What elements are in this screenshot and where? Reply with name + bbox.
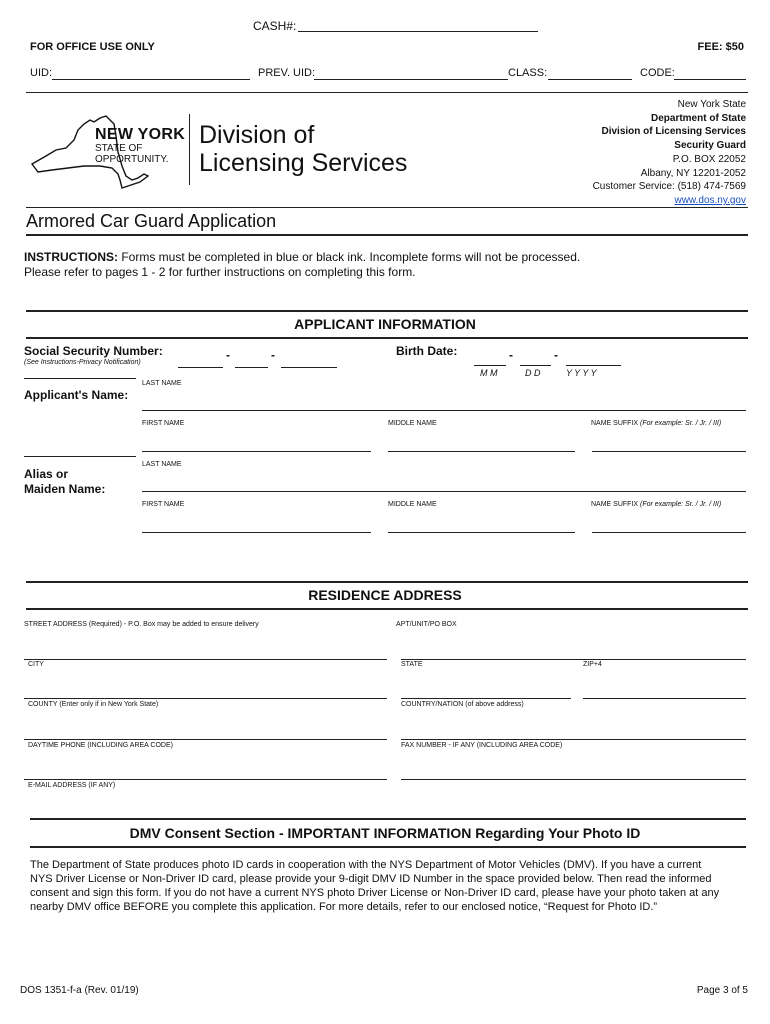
header-divider (26, 92, 748, 93)
class-label: CLASS: (508, 67, 548, 79)
birth-year-field[interactable] (566, 365, 621, 366)
city-field[interactable] (24, 698, 387, 699)
ssn-field-1[interactable] (178, 367, 223, 368)
applicant-last-name-field[interactable] (142, 410, 746, 411)
ny-logo-line3: OPPORTUNITY. (95, 154, 169, 165)
page-title: Armored Car Guard Application (26, 211, 277, 231)
class-field[interactable] (548, 79, 632, 80)
applicant-top-rule (26, 310, 748, 312)
country-field[interactable] (401, 739, 746, 740)
first-name-label: FIRST NAME (142, 420, 185, 427)
state-label: STATE (401, 661, 423, 668)
dmv-heading: DMV Consent Section - IMPORTANT INFORMATION Regarding Your Photo ID (129, 825, 641, 841)
code-field[interactable] (674, 79, 746, 80)
residence-top-rule (26, 581, 748, 583)
ssn-dash-1: - (226, 348, 230, 362)
alias-suffix-field[interactable] (592, 532, 746, 533)
division-title-line1: Division of (199, 121, 315, 149)
address-line-4: Security Guard (674, 140, 746, 152)
email-label: E-MAIL ADDRESS (IF ANY) (28, 782, 116, 789)
dmv-top-rule (30, 818, 746, 820)
apt-label: APT/UNIT/PO BOX (396, 621, 457, 628)
birth-dash-1: - (509, 348, 513, 362)
form-id: DOS 1351-f-a (Rev. 01/19) (20, 985, 139, 996)
suffix-label: NAME SUFFIX (For example: Sr. / Jr. / III) (591, 420, 722, 427)
division-title-line2: Licensing Services (199, 149, 408, 177)
address-line-3: Division of Licensing Services (601, 126, 746, 138)
agency-address (486, 98, 746, 208)
title-top-rule (26, 207, 748, 208)
applicant-heading: APPLICANT INFORMATION (294, 316, 476, 332)
ny-logo-line2: STATE OF (95, 143, 143, 154)
alias-rule (24, 456, 136, 457)
instructions-text-1: Forms must be completed in blue or black ink. Incomplete forms will not be processed. (118, 250, 581, 264)
alias-label: Alias or Maiden Name: (24, 467, 106, 496)
title-bottom-rule (26, 234, 748, 236)
birth-date-label: Birth Date: (396, 344, 458, 358)
code-label: CODE: (640, 67, 675, 79)
mm-label: M M (480, 368, 498, 378)
address-line-1: New York State (677, 99, 746, 110)
applicant-name-rule (24, 378, 136, 379)
page-number: Page 3 of 5 (696, 985, 748, 996)
ssn-label: Social Security Number: (24, 344, 163, 358)
dd-label: D D (525, 368, 541, 378)
ssn-field-2[interactable] (235, 367, 268, 368)
alias-first-name-label: FIRST NAME (142, 501, 185, 508)
applicant-first-name-field[interactable] (142, 451, 371, 452)
phone-field[interactable] (24, 779, 387, 780)
applicant-name-label: Applicant's Name: (24, 388, 129, 402)
middle-name-label: MIDDLE NAME (388, 420, 437, 427)
alias-last-name-label: LAST NAME (142, 461, 182, 468)
residence-heading: RESIDENCE ADDRESS (308, 587, 462, 603)
alias-suffix-label: NAME SUFFIX (For example: Sr. / Jr. / III) (591, 501, 722, 508)
dmv-paragraph: The Department of State produces photo ID cards in cooperation with the NYS Department of Motor Vehicles (DMV). If you have a current NYS Driver License or Non-Driver ID card, please provide your 9-digit DMV ID Number in the space provided below. Then read the informed consent and sign this form. If you do not have a current NYS photo Driver License or Non-Driver ID card, please have your photo taken at any nearby DMV office BEFORE you complete this application. For more details, refer to our enclosed notice, “Request for Photo ID.” (30, 859, 720, 913)
applicant-bottom-rule (26, 337, 748, 339)
applicant-middle-name-field[interactable] (388, 451, 575, 452)
address-line-5: P.O. BOX 22052 (672, 153, 746, 165)
zip-field[interactable] (583, 698, 746, 699)
fax-label: FAX NUMBER - IF ANY (INCLUDING AREA CODE) (401, 742, 563, 749)
uid-field[interactable] (52, 79, 250, 80)
alias-middle-name-field[interactable] (388, 532, 575, 533)
ssn-note: (See Instructions-Privacy Notification) (24, 359, 141, 366)
cash-label: CASH#: (253, 19, 297, 33)
alias-middle-name-label: MIDDLE NAME (388, 501, 437, 508)
fee-label: FEE: $50 (697, 41, 744, 53)
city-label: CITY (28, 661, 44, 668)
alias-first-name-field[interactable] (142, 532, 371, 533)
address-line-7: Customer Service: (518) 474-7569 (592, 181, 746, 193)
state-field[interactable] (401, 698, 571, 699)
county-label: COUNTY (Enter only if in New York State) (28, 701, 159, 708)
office-use-label: FOR OFFICE USE ONLY (30, 41, 155, 53)
address-line-2: Department of State (650, 112, 746, 124)
alias-last-name-field[interactable] (142, 491, 746, 492)
street-field[interactable] (24, 659, 387, 660)
ssn-dash-2: - (271, 348, 275, 362)
county-field[interactable] (24, 739, 387, 740)
instructions-text-2: Please refer to pages 1 - 2 for further instructions on completing this form. (24, 265, 416, 279)
website-link[interactable]: www.dos.ny.gov (674, 194, 746, 206)
last-name-label: LAST NAME (142, 380, 182, 387)
birth-month-field[interactable] (474, 365, 506, 366)
address-line-6: Albany, NY 12201-2052 (640, 167, 746, 179)
instructions (24, 250, 754, 264)
zip-label: ZIP+4 (583, 661, 602, 668)
phone-label: DAYTIME PHONE (INCLUDING AREA CODE) (28, 742, 173, 749)
dmv-bottom-rule (30, 846, 746, 848)
apt-field[interactable] (401, 659, 746, 660)
fax-field[interactable] (401, 779, 746, 780)
prev-uid-label: PREV. UID: (258, 67, 316, 79)
yyyy-label: Y Y Y Y (566, 368, 597, 378)
country-label: COUNTRY/NATION (of above address) (401, 701, 524, 708)
uid-label: UID: (30, 67, 52, 79)
residence-bottom-rule (26, 608, 748, 610)
applicant-suffix-field[interactable] (592, 451, 746, 452)
ny-logo-title: NEW YORK (95, 126, 186, 143)
birth-day-field[interactable] (520, 365, 551, 366)
logo-divider (189, 114, 190, 185)
ssn-field-3[interactable] (281, 367, 337, 368)
street-label: STREET ADDRESS (Required) - P.O. Box may be added to ensure delivery (24, 621, 259, 628)
prev-uid-field[interactable] (314, 79, 508, 80)
birth-dash-2: - (554, 348, 558, 362)
cash-field[interactable] (298, 31, 538, 32)
instructions-label: INSTRUCTIONS: (24, 250, 118, 264)
